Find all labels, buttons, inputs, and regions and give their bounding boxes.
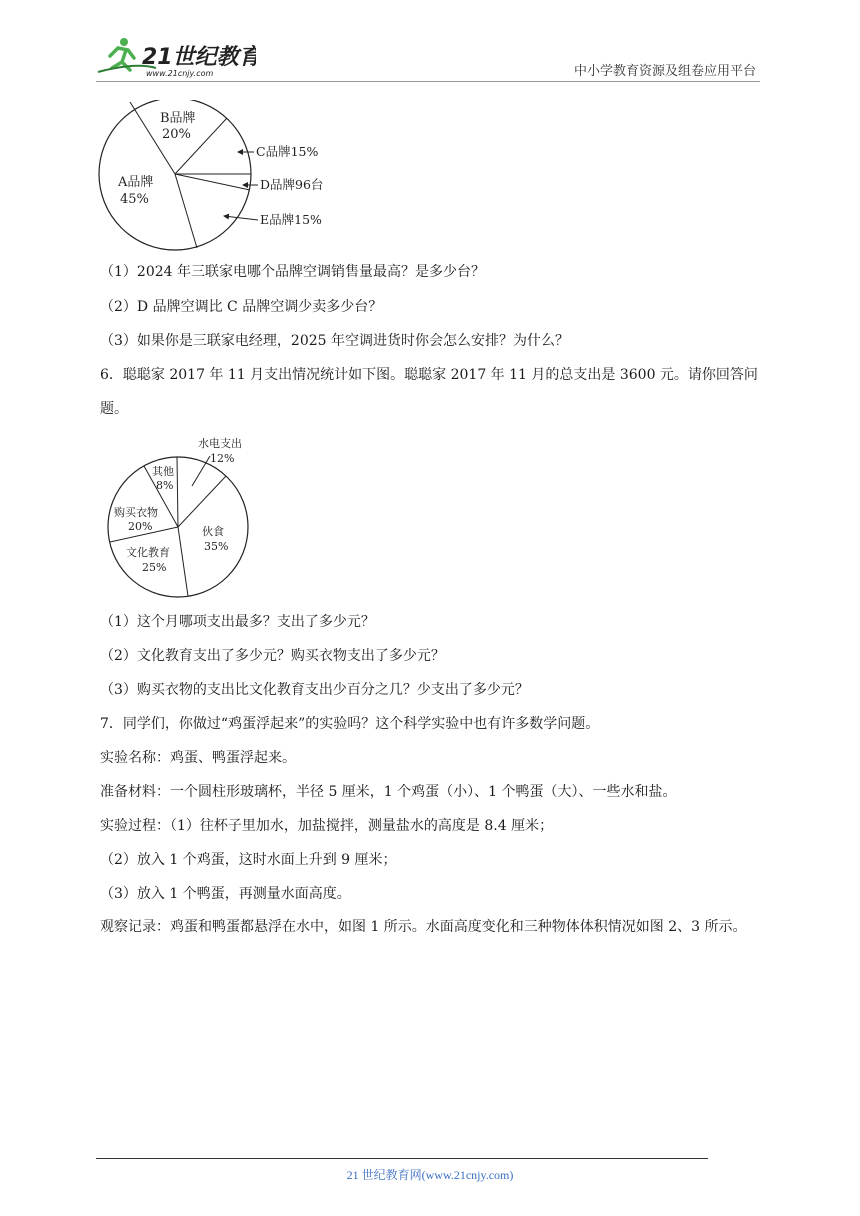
label-water: 水电支出 [198, 437, 242, 450]
slice-label-a: A品牌 [118, 175, 154, 190]
footer-link[interactable]: 21 世纪教育网(www.21cnjy.com) [346, 1168, 514, 1182]
slice-pct-b: 20% [162, 127, 191, 142]
q7-step3: （3）放入 1 个鸭蛋，再测量水面高度。 [100, 886, 351, 902]
q7-materials: 准备材料：一个圆柱形玻璃杯，半径 5 厘米，1 个鸡蛋（小）、1 个鸭蛋（大）、一些水和盐。 [100, 784, 677, 800]
q7-record: 观察记录：鸡蛋和鸭蛋都悬浮在水中，如图 1 所示。水面高度变化和三种物体体积情况如图 2、3 所示。 [100, 919, 747, 935]
logo-title: 21世纪教育 [142, 45, 256, 70]
q6-intro: 6．聪聪家 2017 年 11 月支出情况统计如下图。聪聪家 2017 年 11 月的总支出是 3600 元。请你回答问题。 [100, 367, 758, 417]
callout-c: C品牌15% [256, 144, 319, 159]
pct-water: 12% [210, 452, 235, 465]
slice-pct-a: 45% [120, 192, 149, 207]
q5-sub2: （2）D 品牌空调比 C 品牌空调少卖多少台？ [100, 299, 383, 315]
logo-url: www.21cnjy.com [146, 69, 214, 78]
pct-education: 25% [142, 561, 167, 574]
label-clothing: 购买衣物 [114, 506, 158, 519]
brand-share-pie-chart [96, 100, 356, 256]
pct-other: 8% [156, 479, 174, 492]
q6-sub2: （2）文化教育支出了多少元？购买衣物支出了多少元？ [100, 648, 445, 664]
q7-step2: （2）放入 1 个鸡蛋，这时水面上升到 9 厘米； [100, 852, 397, 868]
header-divider [96, 81, 760, 82]
q6-sub3: （3）购买衣物的支出比文化教育支出少百分之几？少支出了多少元？ [100, 682, 529, 698]
label-other: 其他 [152, 465, 174, 478]
site-logo [96, 36, 256, 80]
q7-name: 实验名称：鸡蛋、鸭蛋浮起来。 [100, 750, 296, 766]
label-food: 伙食 [202, 525, 224, 538]
q7-step1: 实验过程：（1）往杯子里加水，加盐搅拌，测量盐水的高度是 8.4 厘米； [100, 818, 554, 834]
q5-sub1: （1）2024 年三联家电哪个品牌空调销售量最高？是多少台？ [100, 264, 485, 280]
expense-pie-chart [106, 434, 266, 600]
platform-name: 中小学教育资源及组卷应用平台 [573, 64, 756, 79]
slice-label-b: B品牌 [160, 111, 196, 126]
callout-d: D品牌96台 [260, 177, 324, 192]
q5-sub3: （3）如果你是三联家电经理，2025 年空调进货时你会怎么安排？为什么？ [100, 333, 569, 349]
footer-divider [96, 1158, 708, 1159]
pct-clothing: 20% [128, 520, 153, 533]
callout-e: E品牌15% [260, 212, 322, 227]
q6-sub1: （1）这个月哪项支出最多？支出了多少元？ [100, 614, 375, 630]
runner-logo-icon [96, 36, 256, 80]
label-education: 文化教育 [126, 546, 170, 559]
pct-food: 35% [204, 540, 229, 553]
q7-intro: 7．同学们，你做过“鸡蛋浮起来”的实验吗？这个科学实验中也有许多数学问题。 [100, 716, 600, 732]
